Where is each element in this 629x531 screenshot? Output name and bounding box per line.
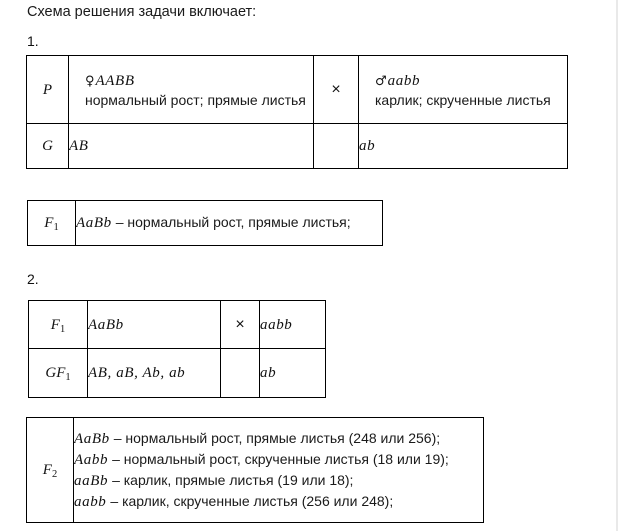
f1-result-table [27, 200, 383, 246]
empty-cell [221, 349, 260, 398]
f2-line-3 [74, 470, 483, 491]
male-genotype-line [375, 72, 567, 90]
female-icon: ♀ [85, 73, 95, 89]
f2-result-row [27, 418, 484, 523]
section-2-label: 2. [27, 271, 39, 287]
f1-genotype: AaBb [76, 215, 112, 231]
female-parent-cell [69, 56, 314, 124]
cross-2-f1-row [29, 301, 326, 349]
female-genotype: AABB [95, 72, 135, 89]
cross-2-sign: × [221, 301, 260, 349]
f2-phenotype-4: – карлик, скрученные листья (256 или 248); [110, 493, 394, 509]
f2-label-cell [27, 418, 74, 523]
cross-2-left-genotype: AaBb [88, 316, 124, 333]
male-genotype: aabb [387, 72, 421, 89]
cross-2-right-genotype: aabb [260, 316, 293, 333]
f2-genotype-2: Aabb [74, 452, 109, 468]
female-genotype-line [85, 72, 313, 90]
empty-cell [314, 124, 359, 169]
f1-phenotype: – нормальный рост, прямые листья; [115, 214, 351, 230]
g-label: G [42, 138, 53, 154]
f2-label: $F_2$ [42, 462, 58, 480]
f2-phenotype-3: – карлик, прямые листья (19 или 18); [112, 472, 354, 488]
female-gametes: AB [69, 138, 89, 154]
cross-2-gf1-label: $GF_1$ [45, 365, 71, 383]
male-icon: ♂ [375, 73, 387, 89]
cross-2-gf1-row [29, 349, 326, 398]
f2-phenotype-1: – нормальный рост, прямые листья (248 или 256); [113, 430, 441, 446]
cross-2-gf1-label-cell [29, 349, 88, 398]
cross-2-f1-label: $F_1$ [50, 316, 66, 335]
p-row [27, 56, 568, 124]
cross-2-right-gametes-cell [260, 349, 326, 398]
f1-result-row [28, 201, 383, 246]
male-gametes-cell [359, 124, 568, 169]
cross-1-table [26, 55, 568, 169]
page-right-divider [616, 0, 618, 531]
g-row-label-cell [27, 124, 69, 169]
f1-result-cell [76, 201, 383, 246]
f2-line-1 [74, 428, 483, 449]
f2-result-table [26, 417, 484, 523]
cross-2-f1-label-cell [29, 301, 88, 349]
cross-2-left-gametes: AB, aB, Ab, ab [88, 365, 186, 381]
cross-1-sign: × [314, 56, 359, 124]
section-1-label: 1. [27, 33, 39, 49]
cross-2-left-genotype-cell [88, 301, 221, 349]
female-gametes-cell [69, 124, 314, 169]
cross-2-right-genotype-cell [260, 301, 326, 349]
f1-label: $F_1$ [44, 215, 59, 233]
p-row-label-cell [27, 56, 69, 124]
f2-line-4 [74, 491, 483, 512]
male-parent-cell [359, 56, 568, 124]
f1-label-cell [28, 201, 76, 246]
male-gametes: ab [359, 138, 376, 154]
female-phenotype: нормальный рост; прямые листья [85, 91, 306, 108]
cross-2-right-gametes: ab [260, 365, 277, 381]
f2-phenotype-2: – нормальный рост, скрученные листья (18 или 19); [112, 451, 449, 467]
f2-genotype-1: AaBb [74, 431, 110, 447]
f2-genotype-3: aaBb [74, 473, 109, 489]
f2-genotype-4: aabb [74, 494, 107, 510]
male-phenotype: карлик; скрученные листья [375, 91, 551, 108]
cross-2-table [28, 300, 326, 398]
f2-line-2 [74, 449, 483, 470]
page-title: Схема решения задачи включает: [27, 4, 257, 20]
p-label: P [42, 81, 53, 98]
cross-2-left-gametes-cell [88, 349, 221, 398]
f2-result-cell [74, 418, 484, 523]
g-row [27, 124, 568, 169]
